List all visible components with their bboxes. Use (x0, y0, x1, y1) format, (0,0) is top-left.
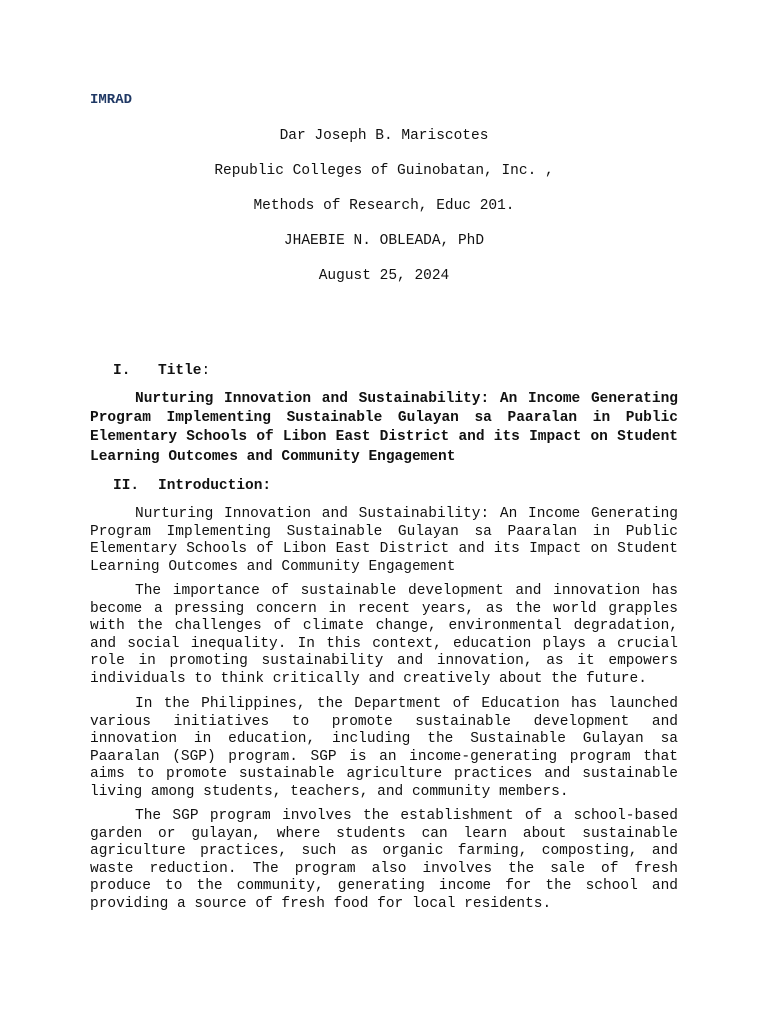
section-label: Introduction: (158, 478, 272, 494)
course-name: Methods of Research, Educ 201. (253, 198, 515, 214)
research-title: Nurturing Innovation and Sustainability: An Income Generating Program Implementing Sustainable Gulayan sa Paaralan in Public Elementary Schools of Libon East District and its Impact on Student Learning Outcomes and Community Engagement (90, 391, 678, 465)
author-name: Dar Joseph B. Mariscotes (279, 128, 489, 144)
section-heading-introduction (113, 477, 271, 495)
section-number: II. (113, 478, 140, 494)
introduction-paragraph: Nurturing Innovation and Sustainability: An Income Generating Program Implementing Sustainable Gulayan sa Paaralan in Public Elementary Schools of Libon East District and its Impact on Student Learning Outcomes and Community Engagement (90, 506, 678, 575)
introduction-paragraph: In the Philippines, the Department of Education has launched various initiatives to promote sustainable development and innovation in education, including the Sustainable Gulayan sa Paaralan (SGP) program. SGP is an income-generating program that aims to promote sustainable agriculture practices and sustainable living among students, teachers, and community members. (90, 696, 678, 800)
introduction-paragraph: The SGP program involves the establishment of a school-based garden or gulayan, where students can learn about sustainable agriculture practices, such as organic farming, composting, and waste reduction. The program also involves the sale of fresh produce to the community, generating income for the school and providing a source of fresh food for local residents. (90, 808, 678, 912)
section-label: Title (158, 363, 202, 379)
instructor-name: JHAEBIE N. OBLEADA, PhD (283, 233, 485, 249)
introduction-paragraph: The importance of sustainable development and innovation has become a pressing concern in recent years, as the world grapples with the challenges of climate change, environmental degradation, and social inequality. In this context, education plays a crucial role in promoting sustainability and innovation, as it empowers individuals to think critically and creatively about the future. (90, 583, 678, 687)
section-number: I. (113, 363, 131, 379)
section-colon: : (201, 363, 211, 379)
document-date: August 25, 2024 (318, 268, 450, 284)
document-type-tag: IMRAD (90, 92, 133, 108)
section-heading-title (113, 362, 210, 380)
institution-name: Republic Colleges of Guinobatan, Inc. , (214, 163, 554, 179)
